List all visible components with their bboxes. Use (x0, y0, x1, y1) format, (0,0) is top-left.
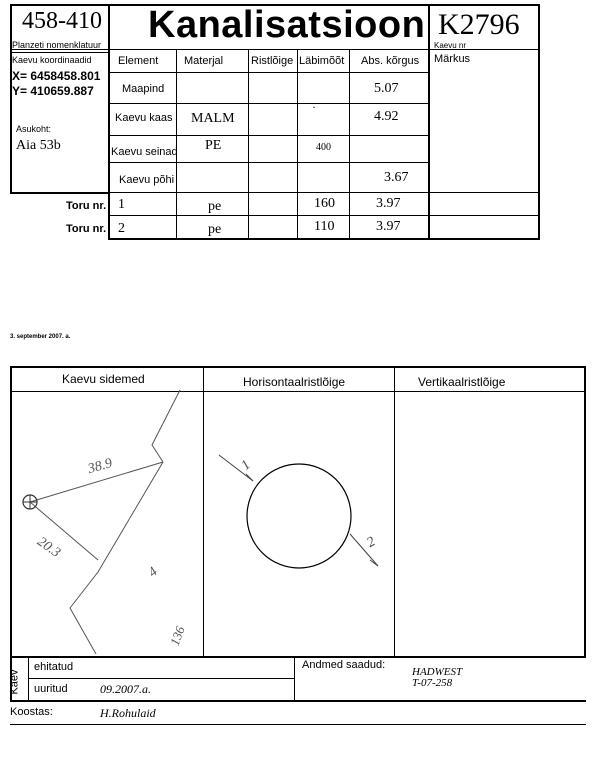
pipe-label-2: 2 (364, 534, 379, 551)
built-label: ehitatud (34, 661, 74, 673)
pipe-label-1: 1 (238, 457, 254, 474)
data-source-value-2: T-07-258 (412, 677, 453, 689)
well-number: K2796 (438, 8, 520, 41)
well-number-label: Kaevu nr (434, 41, 467, 50)
pipe-material: pe (208, 222, 222, 237)
table-cell-elevation: 4.92 (374, 109, 399, 124)
sketch-height: 4 (145, 564, 161, 581)
pipe-diameter: 160 (314, 196, 335, 211)
compiled-label: Koostas: (10, 706, 53, 718)
sketch-distance-1: 38.9 (86, 456, 114, 477)
col-horizontal-section: Horisontaalristlõige (243, 375, 346, 389)
sketch-distance-2: 20.3 (34, 534, 63, 561)
table-cell-diameter: · (312, 100, 316, 114)
col-header-cross-section: Ristlõige (251, 55, 294, 67)
col-header-elevation: Abs. kõrgus (361, 55, 420, 67)
data-source-value-1: HADWEST (412, 666, 463, 678)
table-cell-element: Maapind (122, 83, 165, 95)
table-cell-element: Kaevu kaas (115, 112, 173, 124)
pipe-label: Toru nr. (66, 223, 107, 235)
pipe-diameter: 110 (314, 219, 335, 234)
col-header-element: Element (118, 55, 159, 67)
data-source-label: Andmed saadud: (302, 659, 386, 671)
table-cell-element: Kaevu seinad (111, 146, 178, 158)
col-header-diameter: Läbimõõt (299, 55, 345, 67)
table-cell-elevation: 3.67 (384, 170, 409, 185)
col-header-notes: Märkus (434, 53, 471, 65)
surveyed-label: uuritud (34, 683, 68, 695)
pipe-label: Toru nr. (66, 200, 107, 212)
sketch-number: 136 (166, 624, 188, 648)
date-stamp: 3. september 2007. a. (10, 334, 71, 340)
compiled-value: H.Rohulaid (100, 706, 156, 720)
location-value: Aia 53b (16, 138, 61, 153)
pipe-material: pe (208, 199, 222, 214)
pipe-number: 1 (118, 197, 125, 212)
surveyed-value: 09.2007.a. (100, 682, 151, 696)
pipe-number: 2 (118, 221, 125, 236)
table-cell-diameter: 400 (316, 142, 331, 153)
page-title: Kanalisatsioon (148, 4, 426, 46)
footer-side-label: Kaev (8, 669, 21, 695)
table-cell-elevation: 5.07 (374, 81, 399, 96)
nomenclature-label: Planzeti nomenklatuur (12, 40, 102, 50)
coord-x: X= 6458458.801 (12, 69, 101, 83)
pipe-elevation: 3.97 (376, 219, 401, 234)
col-header-material: Materjal (184, 55, 224, 67)
pipe-elevation: 3.97 (376, 196, 401, 211)
location-label: Asukoht: (16, 124, 52, 134)
table-cell-material: MALM (191, 111, 235, 126)
well-section-circle (247, 464, 351, 568)
col-kaevu-sidemed: Kaevu sidemed (62, 372, 145, 386)
col-vertical-section: Vertikaalristlõige (418, 375, 506, 389)
table-cell-element: Kaevu põhi (119, 174, 175, 186)
table-cell-material: PE (205, 138, 222, 153)
coord-y: Y= 410659.887 (12, 84, 94, 98)
building-line (70, 390, 180, 654)
nomenclature-value: 458-410 (22, 8, 102, 34)
coords-label: Kaevu koordinaadid (12, 55, 92, 65)
